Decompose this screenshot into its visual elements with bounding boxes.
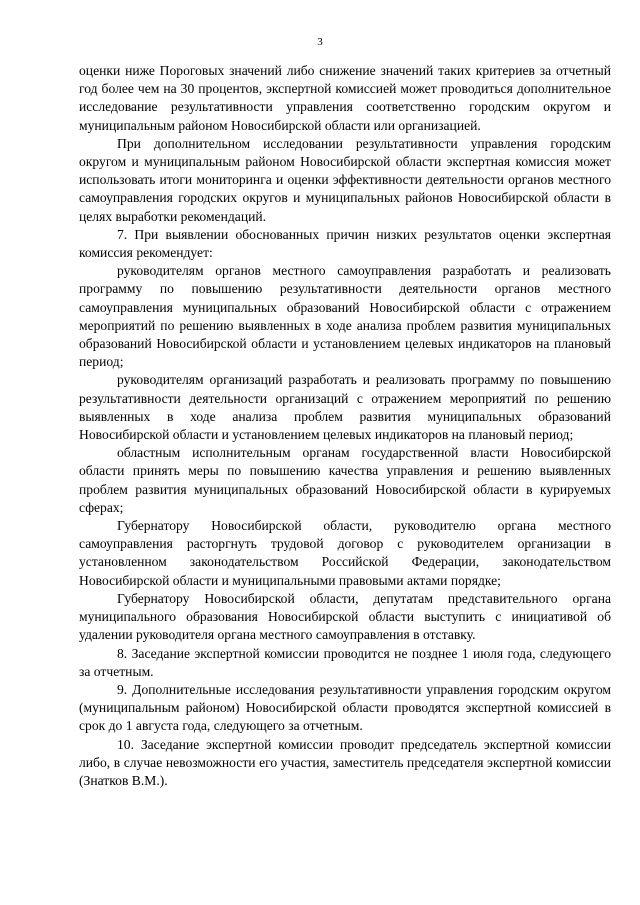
paragraph-item-10: 10. Заседание экспертной комиссии проводит председатель экспертной комиссии либо, в случае невозможности его участия, заместитель председателя экспертной комиссии (Знатков В.М.).: [79, 736, 611, 788]
paragraph-item-9: 9. Дополнительные исследования результативности управления городским округом (муниципальным районом) Новосибирской области проводятся экспертной комиссией в срок до 1 августа года, следующего за отчетным.: [79, 681, 611, 734]
recommendation-item: Губернатору Новосибирской области, руководителю органа местного самоуправления расторгнуть трудовой договор с руководителем организации в установленном законодательством Российской Федерации, законодательством Новосибирской области и муниципальными правовыми актами порядке;: [79, 518, 611, 588]
document-body: [79, 62, 611, 790]
page-number: 3: [317, 36, 323, 48]
recommendation-item: областным исполнительным органам государственной власти Новосибирской области принять меры по повышению качества управления и решению выявленных проблем развития муниципальных образований Новосибирской области в курируемых сферах;: [79, 445, 611, 515]
recommendation-item: Губернатору Новосибирской области, депутатам представительного органа муниципального образования Новосибирской области выступить с инициативой об удалении руководителя органа местного самоуправления в отставку.: [79, 590, 611, 643]
recommendation-item: руководителям органов местного самоуправления разработать и реализовать программу по повышению результативности деятельности органов местного самоуправления муниципальных образований Новосибирской области с отражением мероприятий по решению выявленных в ходе анализа проблем развития муниципальных образований Новосибирской области и установлением целевых индикаторов на плановый период;: [79, 263, 611, 370]
paragraph-item-8: 8. Заседание экспертной комиссии проводится не позднее 1 июля года, следующего за отчетным.: [79, 645, 611, 679]
recommendation-item: руководителям организаций разработать и реализовать программу по повышению результативности деятельности организаций с отражением мероприятий по решению выявленных в ходе анализа проблем развития муниципальных образований Новосибирской области и установлением целевых индикаторов на плановый период;: [79, 372, 611, 443]
paragraph: При дополнительном исследовании результативности управления городским округом и муниципальным районом Новосибирской области экспертная комиссия может использовать итоги мониторинга и оценки эффективности деятельности органов местного самоуправления городских округов и муниципальных районов Новосибирской области в целях выработки рекомендаций.: [79, 135, 611, 224]
paragraph-item-7: 7. При выявлении обоснованных причин низких результатов оценки экспертная комиссия рекомендует:: [79, 226, 611, 261]
paragraph-continuation: оценки ниже Пороговых значений либо снижение значений таких критериев за отчетный год более чем на 30 процентов, экспертной комиссией может проводиться дополнительное исследование результативности управления соответственно городским округом и муниципальным районом Новосибирской области или организацией.: [79, 63, 611, 133]
